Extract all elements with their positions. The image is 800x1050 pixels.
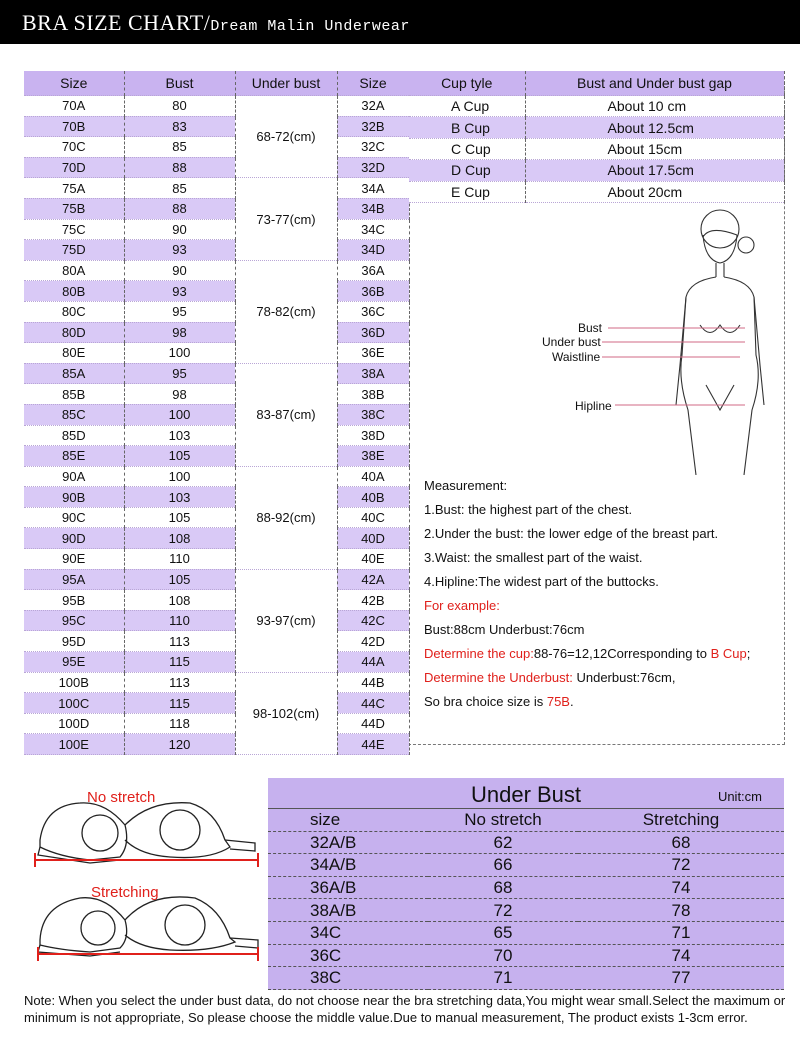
bust-cell: 120 [124, 734, 235, 755]
size-cell: 85C [24, 404, 124, 425]
no-stretch-value: 65 [428, 921, 578, 944]
size-cell: 70A [24, 96, 124, 117]
bust-cell: 100 [124, 343, 235, 364]
cup-row [409, 181, 784, 202]
size-row [24, 322, 409, 343]
under-bust-range-cell: 83-87(cm) [235, 363, 337, 466]
bust-cell: 103 [124, 487, 235, 508]
us-size-cell: 44D [337, 713, 409, 734]
cup-row [409, 117, 784, 138]
size-row [24, 549, 409, 570]
us-size-cell: 38A [337, 363, 409, 384]
size-value: 38C [268, 967, 428, 990]
label-bust: Bust [578, 321, 603, 335]
size-row [24, 137, 409, 158]
size-row [24, 610, 409, 631]
us-size-cell: 38C [337, 404, 409, 425]
size-cell: 80A [24, 260, 124, 281]
us-size-cell: 44A [337, 652, 409, 673]
size-cell: 95B [24, 590, 124, 611]
size-value: 32A/B [268, 831, 428, 854]
size-row [24, 198, 409, 219]
title-text: BRA SIZE CHART/ [22, 10, 211, 35]
size-cell: 85E [24, 446, 124, 467]
under-bust-table [268, 809, 784, 990]
size-cell: 90E [24, 549, 124, 570]
no-stretch-value: 62 [428, 831, 578, 854]
size-row [24, 507, 409, 528]
us-size-cell: 38D [337, 425, 409, 446]
example-label: For example: [424, 598, 500, 613]
us-size-cell: 40B [337, 487, 409, 508]
cup-table [409, 71, 785, 203]
under-bust-title: Under Bust [470, 782, 582, 807]
bust-cell: 88 [124, 157, 235, 178]
size-value: 36C [268, 944, 428, 967]
determine-underbust-label: Determine the Underbust: [424, 670, 573, 685]
size-row [24, 178, 409, 199]
us-size-cell: 36E [337, 343, 409, 364]
size-row [24, 116, 409, 137]
us-size-cell: 42D [337, 631, 409, 652]
page-title [22, 10, 410, 36]
cup-cell: D Cup [409, 160, 525, 181]
under-bust-row [268, 876, 784, 899]
size-cell: 70B [24, 116, 124, 137]
size-cell: 100C [24, 693, 124, 714]
determine-cup-line [424, 642, 784, 666]
stretching-value: 72 [578, 854, 784, 877]
size-row [24, 487, 409, 508]
us-size-cell: 34B [337, 198, 409, 219]
size-row [24, 713, 409, 734]
under-bust-range-cell: 98-102(cm) [235, 672, 337, 754]
us-size-cell: 36A [337, 260, 409, 281]
determine-underbust-text: Underbust:76cm, [572, 670, 676, 685]
size-row [24, 363, 409, 384]
choice-text: So bra choice size is [424, 694, 547, 709]
size-cell: 75D [24, 240, 124, 261]
bust-cell: 85 [124, 178, 235, 199]
size-cell: 75A [24, 178, 124, 199]
cup-end: ; [746, 646, 751, 661]
bust-cell: 118 [124, 713, 235, 734]
no-stretch-value: 71 [428, 967, 578, 990]
size-cell: 100B [24, 672, 124, 693]
size-row [24, 343, 409, 364]
us-size-cell: 36D [337, 322, 409, 343]
bust-cell: 115 [124, 652, 235, 673]
size-cell: 95E [24, 652, 124, 673]
stretching-value: 74 [578, 876, 784, 899]
stretching-value: 71 [578, 921, 784, 944]
bust-cell: 100 [124, 404, 235, 425]
no-stretch-value: 70 [428, 944, 578, 967]
size-row [24, 734, 409, 755]
choice-end: . [569, 694, 574, 709]
us-size-cell: 44C [337, 693, 409, 714]
gap-cell: About 10 cm [525, 96, 784, 117]
size-value: 34C [268, 921, 428, 944]
no-stretch-value: 72 [428, 899, 578, 922]
size-value: 36A/B [268, 876, 428, 899]
size-cell: 100D [24, 713, 124, 734]
size-row [24, 590, 409, 611]
stretching-value: 68 [578, 831, 784, 854]
size-table-header [24, 71, 409, 96]
us-size-cell: 34A [337, 178, 409, 199]
size-row [24, 260, 409, 281]
under-bust-header-row [268, 809, 784, 831]
cup-cell: A Cup [409, 96, 525, 117]
header-no-stretch: No stretch [428, 809, 578, 831]
bust-cell: 110 [124, 610, 235, 631]
header-gap: Bust and Under bust gap [525, 71, 784, 96]
bust-cell: 105 [124, 507, 235, 528]
measurement-item: 2.Under the bust: the lower edge of the breast part. [424, 526, 719, 541]
size-row [24, 466, 409, 487]
under-bust-row [268, 899, 784, 922]
stretching-value: 78 [578, 899, 784, 922]
bust-cell: 108 [124, 528, 235, 549]
size-cell: 90B [24, 487, 124, 508]
cup-row [409, 160, 784, 181]
no-stretch-value: 68 [428, 876, 578, 899]
stretching-value: 77 [578, 967, 784, 990]
bust-cell: 108 [124, 590, 235, 611]
bust-cell: 98 [124, 322, 235, 343]
label-under-bust: Under bust [542, 335, 601, 349]
size-row [24, 446, 409, 467]
us-size-cell: 32C [337, 137, 409, 158]
cup-table-header [409, 71, 784, 96]
choice-line [424, 690, 784, 714]
size-cell: 85D [24, 425, 124, 446]
no-stretch-label: No stretch [87, 789, 156, 806]
note-text: Note: When you select the under bust data, do not choose near the bra stretching data,You might wear small.Select the maximum or minimum is not appropriate, So please choose the middle value.Due to manual measurement, The product exists 1-3cm error. [24, 993, 786, 1025]
header-stretching: Stretching [578, 809, 784, 831]
gap-cell: About 12.5cm [525, 117, 784, 138]
size-cell: 90C [24, 507, 124, 528]
bust-cell: 105 [124, 446, 235, 467]
unit-label: Unit:cm [717, 789, 762, 804]
gap-cell: About 15cm [525, 138, 784, 159]
bust-cell: 113 [124, 672, 235, 693]
size-cell: 90D [24, 528, 124, 549]
size-cell: 75B [24, 198, 124, 219]
header-size-us: Size [337, 71, 409, 96]
size-row [24, 96, 409, 117]
size-row [24, 404, 409, 425]
measurement-item: 4.Hipline:The widest part of the buttocks. [424, 574, 659, 589]
label-waistline: Waistline [552, 350, 601, 364]
size-row [24, 631, 409, 652]
us-size-cell: 34D [337, 240, 409, 261]
us-size-cell: 40D [337, 528, 409, 549]
example-values: Bust:88cm Underbust:76cm [424, 622, 585, 637]
measurement-title: Measurement: [424, 478, 508, 493]
us-size-cell: 32B [337, 116, 409, 137]
cup-cell: B Cup [409, 117, 525, 138]
bust-cell: 90 [124, 219, 235, 240]
cup-row [409, 96, 784, 117]
us-size-cell: 40E [337, 549, 409, 570]
under-bust-range-cell: 78-82(cm) [235, 260, 337, 363]
bust-cell: 105 [124, 569, 235, 590]
bust-cell: 90 [124, 260, 235, 281]
determine-cup-label: Determine the cup: [424, 646, 534, 661]
size-row [24, 301, 409, 322]
bust-cell: 115 [124, 693, 235, 714]
size-cell: 100E [24, 734, 124, 755]
size-cell: 85A [24, 363, 124, 384]
under-bust-row [268, 921, 784, 944]
size-cell: 95D [24, 631, 124, 652]
us-size-cell: 36B [337, 281, 409, 302]
size-table [24, 71, 410, 755]
us-size-cell: 32A [337, 96, 409, 117]
size-cell: 85B [24, 384, 124, 405]
size-row [24, 384, 409, 405]
cup-result: B Cup [710, 646, 747, 661]
label-hipline: Hipline [575, 399, 612, 413]
measurement-item: 1.Bust: the highest part of the chest. [424, 502, 633, 517]
bust-cell: 83 [124, 116, 235, 137]
us-size-cell: 42B [337, 590, 409, 611]
stretching-value: 74 [578, 944, 784, 967]
size-cell: 70D [24, 157, 124, 178]
size-cell: 95C [24, 610, 124, 631]
size-cell: 80D [24, 322, 124, 343]
size-cell: 75C [24, 219, 124, 240]
size-cell: 80C [24, 301, 124, 322]
header-size: Size [24, 71, 124, 96]
us-size-cell: 36C [337, 301, 409, 322]
bust-cell: 95 [124, 363, 235, 384]
size-cell: 80B [24, 281, 124, 302]
gap-cell: About 20cm [525, 181, 784, 202]
us-size-cell: 40A [337, 466, 409, 487]
bust-cell: 98 [124, 384, 235, 405]
size-row [24, 569, 409, 590]
size-value: 34A/B [268, 854, 428, 877]
size-cell: 70C [24, 137, 124, 158]
cup-row [409, 138, 784, 159]
us-size-cell: 34C [337, 219, 409, 240]
size-row [24, 652, 409, 673]
under-bust-row [268, 854, 784, 877]
under-bust-row [268, 967, 784, 990]
header-under-bust: Under bust [235, 71, 337, 96]
header-size: size [268, 809, 428, 831]
measurement-instructions [424, 474, 784, 714]
choice-result: 75B [546, 694, 570, 709]
size-cell: 90A [24, 466, 124, 487]
under-bust-row [268, 944, 784, 967]
under-bust-range-cell: 68-72(cm) [235, 96, 337, 178]
determine-cup-text: 88-76=12,12Corresponding to [533, 646, 711, 661]
under-bust-range-cell: 88-92(cm) [235, 466, 337, 569]
measurement-item: 3.Waist: the smallest part of the waist. [424, 550, 643, 565]
bust-cell: 110 [124, 549, 235, 570]
us-size-cell: 44E [337, 734, 409, 755]
bust-cell: 93 [124, 281, 235, 302]
us-size-cell: 38E [337, 446, 409, 467]
us-size-cell: 32D [337, 157, 409, 178]
title-bar [0, 0, 800, 44]
bust-cell: 85 [124, 137, 235, 158]
size-cell: 95A [24, 569, 124, 590]
size-row [24, 157, 409, 178]
us-size-cell: 38B [337, 384, 409, 405]
under-bust-range-cell: 73-77(cm) [235, 178, 337, 260]
bust-cell: 80 [124, 96, 235, 117]
header-cup-type: Cup tyle [409, 71, 525, 96]
determine-underbust-line [424, 666, 784, 690]
bust-cell: 93 [124, 240, 235, 261]
bust-cell: 113 [124, 631, 235, 652]
size-row [24, 693, 409, 714]
size-value: 38A/B [268, 899, 428, 922]
us-size-cell: 42A [337, 569, 409, 590]
gap-cell: About 17.5cm [525, 160, 784, 181]
under-bust-range-cell: 93-97(cm) [235, 569, 337, 672]
bust-cell: 100 [124, 466, 235, 487]
cup-cell: C Cup [409, 138, 525, 159]
bust-cell: 88 [124, 198, 235, 219]
bust-cell: 95 [124, 301, 235, 322]
us-size-cell: 42C [337, 610, 409, 631]
size-row [24, 425, 409, 446]
us-size-cell: 44B [337, 672, 409, 693]
stretching-label: Stretching [91, 884, 159, 901]
under-bust-row [268, 831, 784, 854]
size-row [24, 528, 409, 549]
brand-subtitle: Dream Malin Underwear [210, 18, 410, 35]
size-row [24, 281, 409, 302]
size-row [24, 219, 409, 240]
no-stretch-value: 66 [428, 854, 578, 877]
size-cell: 80E [24, 343, 124, 364]
size-row [24, 240, 409, 261]
us-size-cell: 40C [337, 507, 409, 528]
header-bust: Bust [124, 71, 235, 96]
size-row [24, 672, 409, 693]
cup-cell: E Cup [409, 181, 525, 202]
body-measurement-figure [540, 205, 780, 475]
bust-cell: 103 [124, 425, 235, 446]
